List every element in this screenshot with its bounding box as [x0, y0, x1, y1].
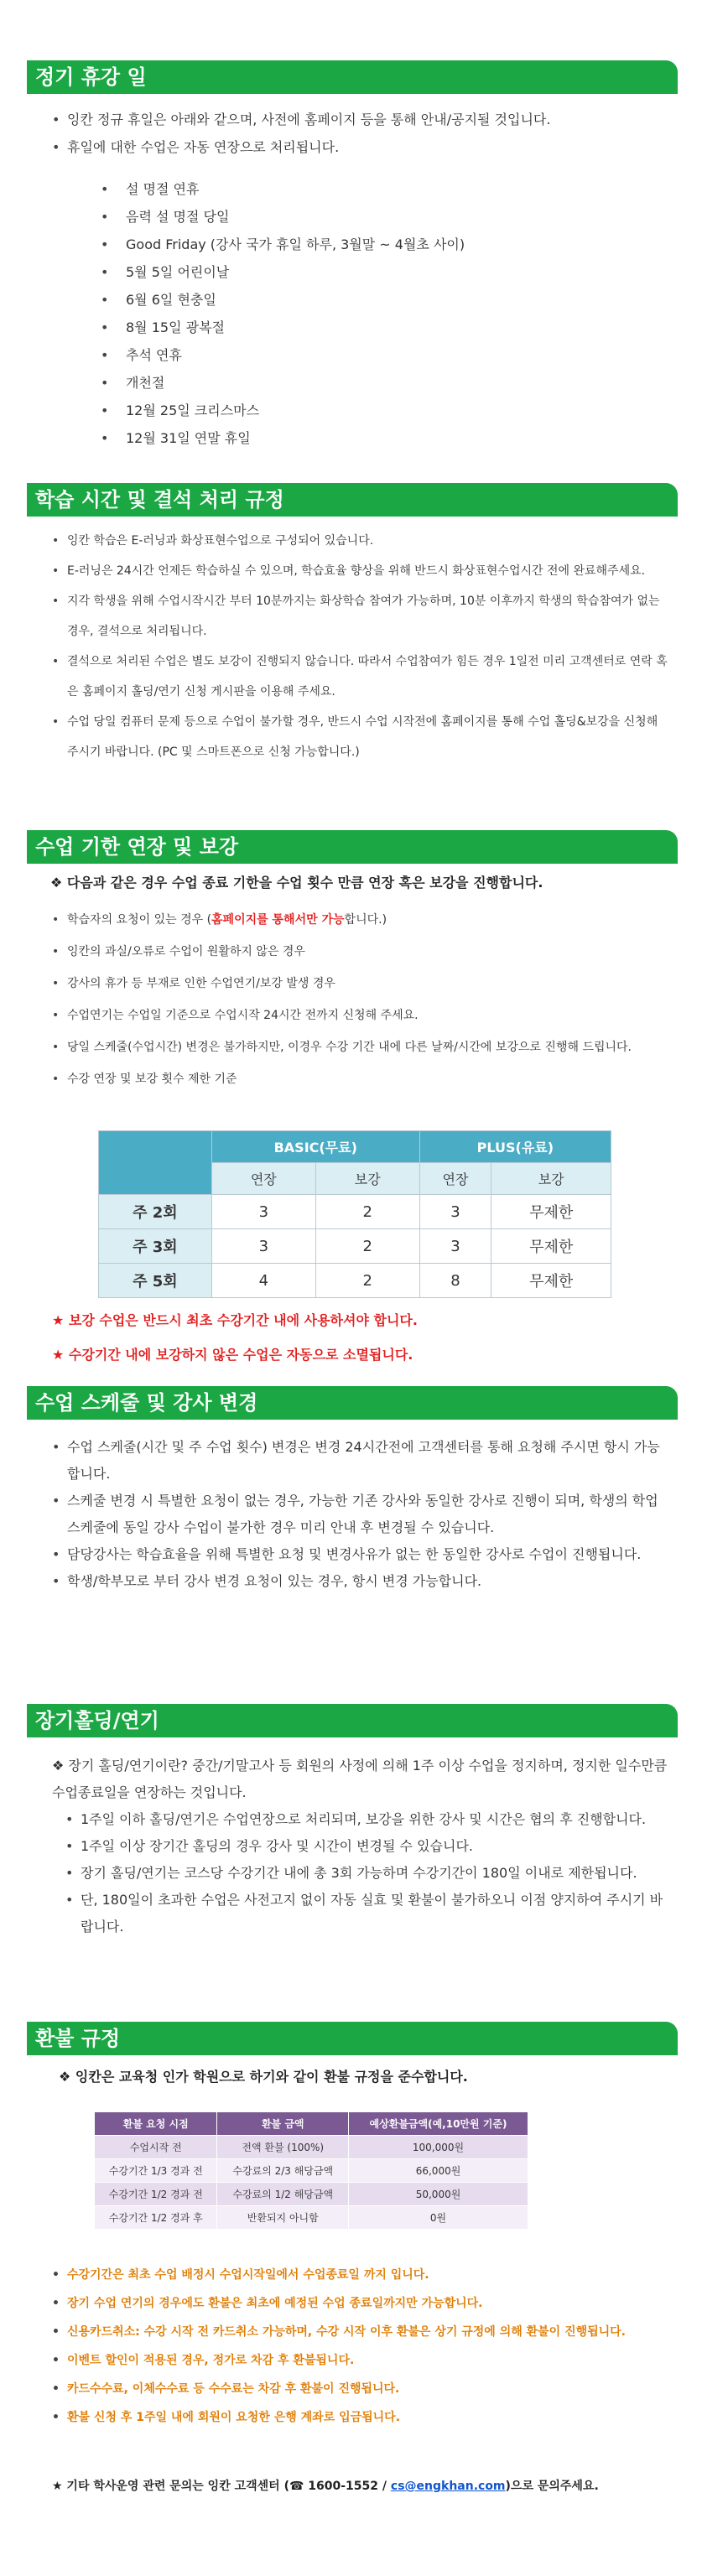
table-header: 환불 금액	[217, 2112, 349, 2136]
list-item: • 학생/학부모로 부터 강사 변경 요청이 있는 경우, 항시 변경 가능합니다.	[0, 1568, 702, 1595]
list-item: • 수업 당일 컴퓨터 문제 등으로 수업이 불가할 경우, 반드시 수업 시작전에 홈페이지를 통해 수업 홀딩&보강을 신청해 주시기 바랍니다. (PC 및 스마트폰으로 신청 가능합니다.)	[0, 707, 702, 767]
table-cell: 0원	[349, 2206, 528, 2230]
item-text: 학습자의 요청이 있는 경우 (	[67, 913, 212, 927]
highlight-text: 홈페이지를 통해서만 가능	[211, 913, 345, 927]
table-row	[99, 1195, 611, 1229]
list-item: • 카드수수료, 이체수수료 등 수수료는 차감 후 환불이 진행됩니다.	[0, 2375, 659, 2403]
table-corner	[99, 1131, 212, 1195]
table-row	[99, 1264, 611, 1298]
contact-text: ★ 기타 학사운영 관련 문의는 잉칸 고객센터 (☎ 1600-1552 /	[52, 2480, 391, 2493]
table-cell: 수강료의 1/2 해당금액	[217, 2183, 349, 2206]
extension-note: ★ 보강 수업은 반드시 최초 수강기간 내에 사용하셔야 합니다.	[52, 1312, 418, 1328]
table-cell: 무제한	[491, 1264, 611, 1298]
table-cell: 100,000원	[349, 2136, 528, 2159]
table-cell: 3	[211, 1195, 315, 1229]
list-item: • 당일 스케줄(수업시간) 변경은 불가하지만, 이경우 수강 기간 내에 다른 날짜/시간에 보강으로 진행해 드립니다.	[0, 1031, 665, 1063]
row-label: 주 3회	[99, 1229, 212, 1264]
table-subheader: 보강	[315, 1163, 419, 1195]
table-cell: 2	[315, 1264, 419, 1298]
extension-note: ★ 수강기간 내에 보강하지 않은 수업은 자동으로 소멸됩니다.	[52, 1347, 413, 1363]
list-item	[0, 904, 665, 936]
email-link[interactable]: cs@engkhan.com	[390, 2480, 506, 2493]
extension-limit-table	[98, 1130, 611, 1298]
list-item: • 담당강사는 학습효율을 위해 특별한 요청 및 변경사유가 없는 한 동일한 강사로 수업이 진행됩니다.	[0, 1541, 702, 1568]
list-item: • 잉칸 정규 휴일은 아래와 같으며, 사전에 홈페이지 등을 통해 안내/공지될 것입니다.	[0, 106, 584, 133]
table-row	[95, 2136, 528, 2159]
table-cell: 수강기간 1/2 경과 전	[95, 2183, 217, 2206]
table-cell: 66,000원	[349, 2159, 528, 2183]
table-subheader: 연장	[419, 1163, 491, 1195]
list-item: • 스케줄 변경 시 특별한 요청이 없는 경우, 가능한 기존 강사와 동일한 강사로 진행이 되며, 학생의 학업 스케줄에 동일 강사 수업이 불가한 경우 미리 안내 후 변경될 수 있습니다.	[0, 1488, 702, 1541]
table-cell: 전액 환불 (100%)	[217, 2136, 349, 2159]
list-item: • 추석 연휴	[0, 341, 465, 369]
table-cell: 50,000원	[349, 2183, 528, 2206]
table-cell: 수강료의 2/3 해당금액	[217, 2159, 349, 2183]
table-cell: 4	[211, 1264, 315, 1298]
table-cell: 수강기간 1/2 경과 후	[95, 2206, 217, 2230]
study-rules-list	[0, 526, 702, 767]
table-cell: 8	[419, 1264, 491, 1298]
list-item: • 수업 스케줄(시간 및 주 수업 횟수) 변경은 변경 24시간전에 고객센터를 통해 요청해 주시면 항시 가능합니다.	[0, 1434, 702, 1488]
section-title-refund: 환불 규정	[27, 2022, 678, 2055]
list-item: • 음력 설 명절 당일	[0, 203, 465, 231]
table-cell: 3	[211, 1229, 315, 1264]
row-label: 주 5회	[99, 1264, 212, 1298]
table-cell: 3	[419, 1195, 491, 1229]
section-title-holding: 장기홀딩/연기	[27, 1704, 678, 1737]
extension-rules-list	[0, 904, 665, 1095]
table-header: 환불 요청 시점	[95, 2112, 217, 2136]
item-text: 합니다.)	[344, 913, 387, 927]
list-item: • 결석으로 처리된 수업은 별도 보강이 진행되지 않습니다. 따라서 수업참여가 힘든 경우 1일전 미리 고객센터로 연락 혹은 홈페이지 홀딩/연기 신청 게시판을 이용해 주세요.	[0, 647, 702, 707]
study-section	[0, 526, 702, 767]
holidays-intro-list	[0, 106, 584, 161]
table-group-header: BASIC(무료)	[211, 1131, 419, 1163]
table-cell: 2	[315, 1229, 419, 1264]
section-title-holidays: 정기 휴강 일	[27, 60, 678, 94]
contact-text: )으로 문의주세요.	[505, 2480, 599, 2493]
list-item: • 신용카드취소: 수강 시작 전 카드취소 가능하며, 수강 시작 이후 환불은 상기 규정에 의해 환불이 진행됩니다.	[0, 2318, 659, 2346]
extension-lead: ❖ 다음과 같은 경우 수업 종료 기한을 수업 횟수 만큼 연장 혹은 보강을 진행합니다.	[50, 875, 543, 891]
list-item: • 6월 6일 현충일	[0, 286, 465, 314]
list-item: • 12월 31일 연말 휴일	[0, 424, 465, 452]
list-item: • 개천절	[0, 369, 465, 397]
table-cell: 반환되지 아니함	[217, 2206, 349, 2230]
list-item: • 1주일 이하 홀딩/연기은 수업연장으로 처리되며, 보강을 위한 강사 및 시간은 협의 후 진행합니다.	[0, 1806, 702, 1833]
table-row	[95, 2206, 528, 2230]
list-item: • 단, 180일이 초과한 수업은 사전고지 없이 자동 실효 및 환불이 불가하오니 이점 양지하여 주시기 바랍니다.	[0, 1887, 702, 1940]
contact-info	[52, 2477, 599, 2494]
holding-lead: ❖ 장기 홀딩/연기이란? 중간/기말고사 등 회원의 사정에 의해 1주 이상 수업을 정지하며, 정지한 일수만큼 수업종료일을 연장하는 것입니다.	[52, 1758, 668, 1800]
list-item: • Good Friday (강사 국가 휴일 하루, 3월말 ~ 4월초 사이)	[0, 231, 465, 258]
list-item: • 환불 신청 후 1주일 내에 회원이 요청한 은행 계좌로 입금됩니다.	[0, 2403, 659, 2432]
table-subheader: 연장	[211, 1163, 315, 1195]
refund-lead: ❖ 잉칸은 교육청 인가 학원으로 하기와 같이 환불 규정을 준수합니다.	[59, 2069, 468, 2085]
refund-table	[94, 2111, 528, 2230]
refund-section	[0, 2066, 702, 2536]
list-item: • 지각 학생을 위해 수업시작시간 부터 10분까지는 화상학습 참여가 가능하며, 10분 이후까지 학생의 학습참여가 없는 경우, 결석으로 처리됩니다.	[0, 586, 702, 647]
row-label: 주 2회	[99, 1195, 212, 1229]
table-group-header: PLUS(유료)	[419, 1131, 611, 1163]
list-item: • 장기 홀딩/연기는 코스당 수강기간 내에 총 3회 가능하며 수강기간이 180일 이내로 제한됩니다.	[0, 1860, 702, 1887]
table-cell: 수업시작 전	[95, 2136, 217, 2159]
table-cell: 3	[419, 1229, 491, 1264]
table-row	[95, 2159, 528, 2183]
list-item: • 수업연기는 수업일 기준으로 수업시작 24시간 전까지 신청해 주세요.	[0, 1000, 665, 1031]
section-title-extension: 수업 기한 연장 및 보강	[27, 830, 678, 864]
list-item: • 수강 연장 및 보강 횟수 제한 기준	[0, 1063, 665, 1095]
holiday-dates-list	[0, 175, 465, 452]
list-item: • 장기 수업 연기의 경우에도 환불은 최초에 예정된 수업 종료일까지만 가능합니다.	[0, 2289, 659, 2318]
list-item: • E-러닝은 24시간 언제든 학습하실 수 있으며, 학습효율 향상을 위해 반드시 화상표현수업시간 전에 완료해주세요.	[0, 556, 702, 586]
list-item: • 잉칸의 과실/오류로 수업이 원활하지 않은 경우	[0, 936, 665, 968]
list-item: • 휴일에 대한 수업은 자동 연장으로 처리됩니다.	[0, 133, 584, 161]
list-item: • 5월 5일 어린이날	[0, 258, 465, 286]
table-subheader: 보강	[491, 1163, 611, 1195]
list-item: • 강사의 휴가 등 부재로 인한 수업연기/보강 발생 경우	[0, 968, 665, 1000]
table-row	[99, 1229, 611, 1264]
list-item: • 8월 15일 광복절	[0, 314, 465, 341]
schedule-rules-list	[0, 1434, 702, 1595]
table-cell: 수강기간 1/3 경과 전	[95, 2159, 217, 2183]
list-item: • 12월 25일 크리스마스	[0, 397, 465, 424]
list-item: • 이벤트 할인이 적용된 경우, 정가로 차감 후 환불됩니다.	[0, 2346, 659, 2375]
table-header: 예상환불금액(예,10만원 기준)	[349, 2112, 528, 2136]
table-cell: 2	[315, 1195, 419, 1229]
table-cell: 무제한	[491, 1229, 611, 1264]
schedule-section	[0, 1434, 702, 1595]
section-title-schedule: 수업 스케줄 및 강사 변경	[27, 1386, 678, 1420]
table-cell: 무제한	[491, 1195, 611, 1229]
refund-rules-list	[0, 2261, 659, 2432]
list-item: • 1주일 이상 장기간 홀딩의 경우 강사 및 시간이 변경될 수 있습니다.	[0, 1833, 702, 1860]
section-title-study: 학습 시간 및 결석 처리 규정	[27, 483, 678, 517]
list-item: • 잉칸 학습은 E-러닝과 화상표현수업으로 구성되어 있습니다.	[0, 526, 702, 556]
holding-rules-list	[0, 1806, 702, 1940]
table-row	[95, 2183, 528, 2206]
list-item: • 수강기간은 최초 수업 배정시 수업시작일에서 수업종료일 까지 입니다.	[0, 2261, 659, 2289]
list-item: • 설 명절 연휴	[0, 175, 465, 203]
